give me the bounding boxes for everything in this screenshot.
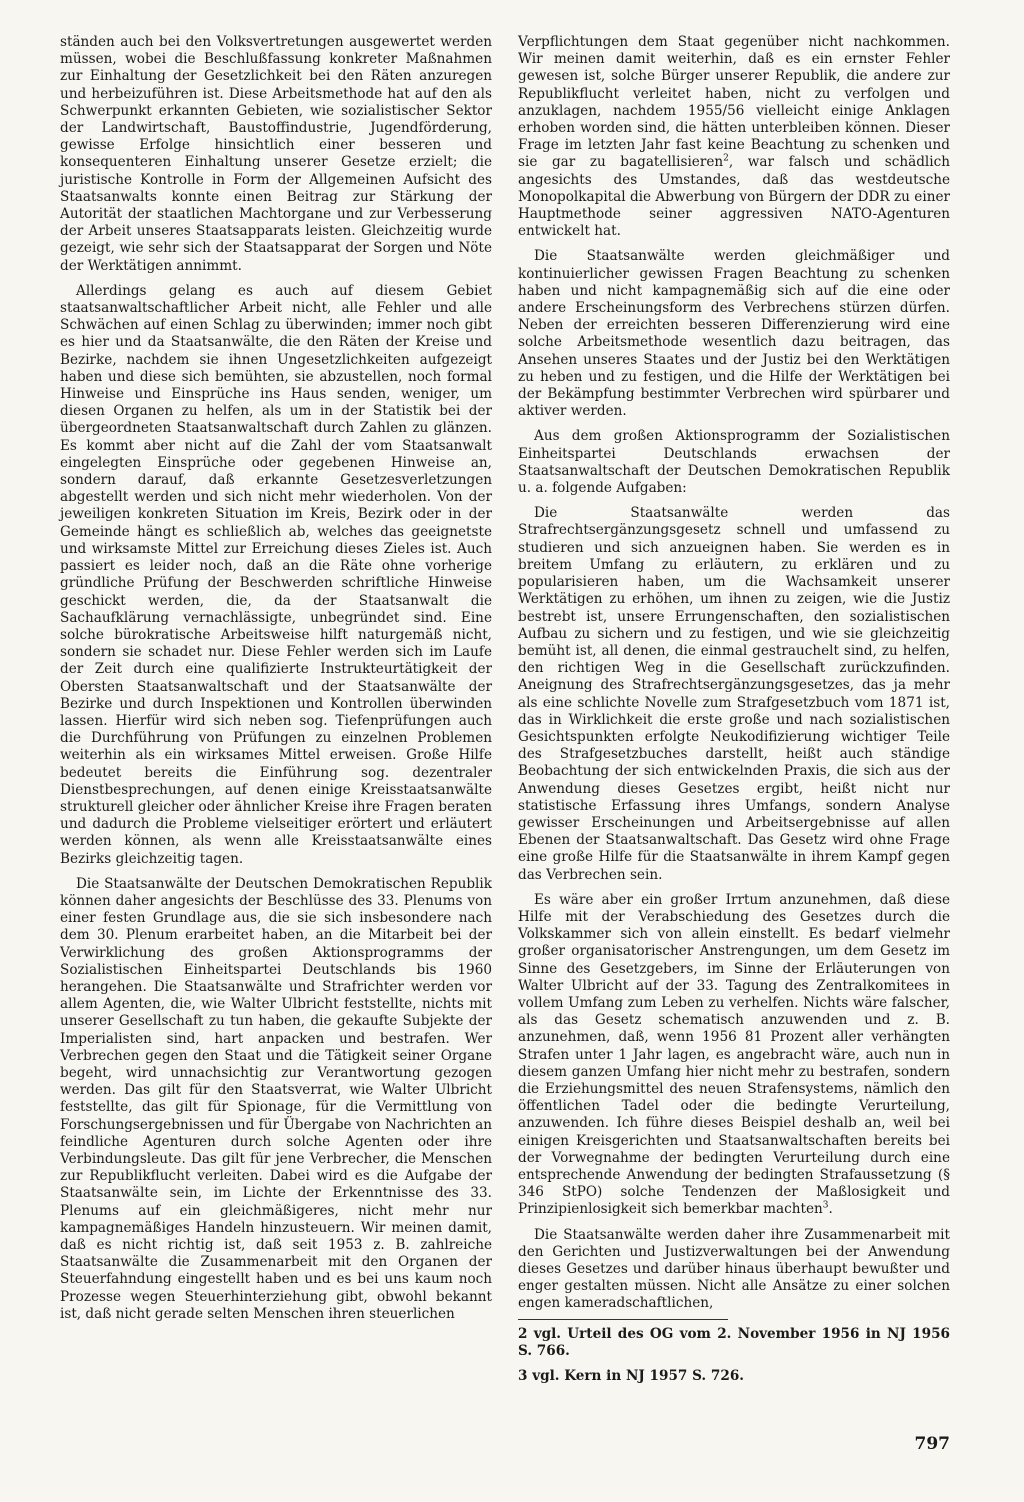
footnote-3: 3 vgl. Kern in NJ 1957 S. 726.: [518, 1368, 745, 1385]
document-page: [60, 34, 950, 1474]
footnote-divider: [518, 1319, 728, 1320]
right-paragraph-5-text-a: Es wäre aber ein großer Irrtum anzunehmen, daß diese Hilfe mit der Verabschiedung des Gesetzes durch die Volkskammer sich von allein einstellt. Es bedarf vielmehr großer organisatorischer Anstrengungen, um dem Gesetz im Sinne des Gesetzgebers, im Sinne der Erläuterungen von Walter Ulbricht auf der 33. Tagung des Zentralkomitees in vollem Umfang zum Leben zu verhelfen. Nichts wäre falscher, als das Gesetz schematisch anzuwenden und z. B. anzunehmen, daß, wenn 1956 81 Prozent aller verhängten Strafen unter 1 Jahr lagen, es angebracht wäre, auch nun in diesem ganzen Umfang hier nicht mehr zu bestrafen, sondern die Erziehungsmittel des neuen Strafensystems, nämlich den öffentlichen Tadel oder die bedingte Verurteilung, anzuwenden. Ich führe dieses Beispiel deshalb an, weil bei einigen Kreisgerichten und Staatsanwaltschaften bereits bei der Vorwegnahme der bedingten Verurteilung durch eine entsprechende Anwendung der bedingten Strafaussetzung (§ 346 StPO) solche Tendenzen der Maßlosigkeit und Prinzipienlosigkeit sich bemerkbar machten: [518, 891, 950, 1218]
right-paragraph-5: [518, 892, 950, 1219]
right-paragraph-6: Die Staatsanwälte werden daher ihre Zusammenarbeit mit den Gerichten und Justizverwaltungen bei der Anwendung dieses Gesetzes und darüber hinaus überhaupt bewußter und enger gestalten müssen. Nicht alle Ansätze zu einer solchen engen kameradschaftlichen,: [518, 1226, 950, 1312]
footnote-2: 2 vgl. Urteil des OG vom 2. November 1956 in NJ 1956 S. 766.: [518, 1325, 950, 1359]
left-paragraph-2: Allerdings gelang es auch auf diesem Gebiet staatsanwaltschaftlicher Arbeit nicht, alle Fehler und alle Schwächen auf einen Schlag zu überwinden; immer noch gibt es hier und da Staatsanwälte, die den Räten der Kreise und Bezirke, nachdem sie ihnen Ungesetzlichkeiten aufgezeigt haben und diese sich bemühten, sie abzustellen, noch formal Hinweise und Einsprüche ins Haus senden, weniger, um diesen Organen zu helfen, als um in der Statistik bei der übergeordneten Staatsanwaltschaft durch Zahlen zu glänzen. Es kommt aber nicht auf die Zahl der vom Staatsanwalt eingelegten Einsprüche oder gegebenen Hinweise an, sondern darauf, daß erkannte Gesetzesverletzungen abgestellt werden und sich nicht mehr wiederholen. Von der jeweiligen konkreten Situation im Kreis, Bezirk oder in der Gemeinde hängt es schließlich ab, welches das geeignetste und wirksamste Mittel zur Erreichung dieses Zieles ist. Auch passiert es leider noch, daß an die Räte ohne vorherige gründliche Prüfung der Beschwerden schriftliche Hinweise geschickt werden, die, da der Staatsanwalt die Sachaufklärung vernachlässigte, unbegründet sind. Eine solche bürokratische Arbeitsweise hilft naturgemäß nicht, sondern sie schadet nur. Diese Fehler werden sich im Laufe der Zeit durch eine qualifizierte Instrukteurtätigkeit der Obersten Staatsanwaltschaft und der Staatsanwälte der Bezirke und durch Inspektionen und Kontrollen überwinden lassen. Hierfür wird sich neben sog. Tiefenprüfungen auch die Durchführung von Prüfungen zu einzelnen Problemen weiterhin als ein wirksames Mittel erweisen. Große Hilfe bedeutet bereits die Einführung sog. dezentraler Dienstbesprechungen, auf denen einige Kreisstaatsanwälte strukturell gleicher oder ähnlicher Kreise ihre Fragen beraten und dadurch die Probleme vielseitiger erörtert und erläutert werden können, als wenn alle Kreisstaatsanwälte eines Bezirks gleichzeitig tagen.: [60, 282, 492, 867]
right-paragraph-2: Die Staatsanwälte werden gleichmäßiger und kontinuierlicher gewissen Fragen Beachtung zu schenken haben und nicht kampagnemäßig sich auf die eine oder andere Erscheinungsform des Verbrechens stürzen dürfen. Neben der erreichten besseren Differenzierung wird eine solche Arbeitsmethode wesentlich dazu beitragen, das Ansehen unseres Staates und der Justiz bei den Werktätigen zu heben und zu festigen, und die Hilfe der Werktätigen bei der Bekämpfung bestimmter Verbrechen wird spürbarer und aktiver werden.: [518, 248, 950, 420]
footnote-ref-2: 2: [723, 153, 729, 164]
right-paragraph-1-text-a: Verpflichtungen dem Staat gegenüber nicht nachkommen. Wir meinen damit weiterhin, daß es ein ernster Fehler gewesen ist, solche Bürger unserer Republik, die andere zur Republikflucht verleitet haben, nicht zu verfolgen und anzuklagen, nachdem 1955/56 vielleicht einige Anklagen erhoben worden sind, die hätten unterbleiben können. Dieser Frage im letzten Jahr fast keine Beachtung zu schenken und sie gar zu bagatellisieren: [518, 34, 950, 171]
right-column: [518, 34, 950, 1393]
right-paragraph-1: [518, 34, 950, 240]
left-paragraph-3: Die Staatsanwälte der Deutschen Demokratischen Republik können daher angesichts der Beschlüsse des 33. Plenums von einer festen Grundlage aus, die sie sich insbesondere nach dem 30. Plenum erarbeitet haben, an die Mitarbeit bei der Verwirklichung des großen Aktionsprogramms der Sozialistischen Einheitspartei Deutschlands bis 1960 herangehen. Die Staatsanwälte und Strafrichter werden vor allem Agenten, die, wie Walter Ulbricht feststellte, nichts mit unserer Gesellschaft zu tun haben, die gekaufte Subjekte der Imperialisten sind, hart anpacken und bestrafen. Wer Verbrechen gegen den Staat und die Tätigkeit seiner Organe begeht, wird unnachsichtig zur Verantwortung gezogen werden. Das gilt für den Staatsverrat, wie Walter Ulbricht feststellte, das gilt für Spionage, für die Vermittlung von Forschungsergebnissen und für Übergabe von Nachrichten an feindliche Agenturen durch solche Agenten oder ihre Verbindungsleute. Das gilt für jene Verbrecher, die Menschen zur Republikflucht verleiten. Dabei wird es die Aufgabe der Staatsanwälte sein, im Lichte der Erkenntnisse des 33. Plenums auf ein gleichmäßigeres, nicht mehr nur kampagnemäßiges Handeln hinzusteuern. Wir meinen damit, daß es nicht richtig ist, daß seit 1953 z. B. zahlreiche Staatsanwälte die Zusammenarbeit mit den Organen der Steuerfahndung eingestellt haben und es bei uns kaum noch Prozesse wegen Steuerhinterziehung gibt, obwohl bekannt ist, daß nicht gerade selten Menschen ihren steuerlichen: [60, 875, 492, 1322]
text-columns: [60, 34, 950, 1393]
right-paragraph-5-text-b: .: [828, 1201, 833, 1218]
page-number: 797: [914, 1434, 950, 1454]
footnote-ref-3: 3: [822, 1200, 829, 1211]
left-column: [60, 34, 492, 1329]
left-paragraph-1: ständen auch bei den Volksvertretungen ausgewertet werden müssen, wobei die Beschlußfassung konkreter Maßnahmen zur Einhaltung der Gesetzlichkeit bei den Räten anzuregen und herbeizuführen ist. Diese Arbeitsmethode hat auf den als Schwerpunkt erkannten Gebieten, wie sozialistischer Sektor der Landwirtschaft, Baustoffindustrie, Jugendförderung, gewisse Erfolge hinsichtlich einer besseren und konsequenteren Einhaltung unserer Gesetze erzielt; die juristische Kontrolle in Form der Allgemeinen Aufsicht des Staatsanwalts konnte einen Beitrag zur Stärkung der Autorität der staatlichen Machtorgane und zur Verbesserung der Arbeit unseres Staatsapparats leisten. Gleichzeitig wurde gezeigt, wie sehr sich der Staatsapparat der Sorgen und Nöte der Werktätigen annimmt.: [60, 34, 492, 274]
right-paragraph-4: Die Staatsanwälte werden das Strafrechtsergänzungsgesetz schnell und umfassend zu studieren und sich anzueignen haben. Sie werden es in breitem Umfang zu erläutern, zu erklären und zu popularisieren haben, um die Wachsamkeit unserer Werktätigen zu erhöhen, um ihnen zu zeigen, wie die Justiz bestrebt ist, unsere Errungenschaften, den sozialistischen Aufbau zu sichern und zu festigen, und wie sie gleichzeitig bemüht ist, all denen, die einmal gestrauchelt sind, zu helfen, den richtigen Weg in die Gesellschaft zurückzufinden. Aneignung des Strafrechtsergänzungsgesetzes, das ja mehr als eine schlichte Novelle zum Strafgesetzbuch vom 1871 ist, das in Wirklichkeit die erste große und nach sozialistischen Gesichtspunkten erfolgte Neukodifizierung wichtiger Teile des Strafgesetzbuches darstellt, heißt auch ständige Beobachtung der sich entwickelnden Praxis, die sich aus der Anwendung dieses Gesetzes ergibt, heißt nicht nur statistische Erfassung ihres Umfangs, sondern Analyse gewisser Erscheinungen und Arbeitsergebnisse auf allen Ebenen der Staatsanwaltschaft. Das Gesetz wird ohne Frage eine große Hilfe für die Staatsanwälte in ihrem Kampf gegen das Verbrechen sein.: [518, 505, 950, 883]
right-paragraph-3: Aus dem großen Aktionsprogramm der Sozialistischen Einheitspartei Deutschlands erwachsen der Staatsanwaltschaft der Deutschen Demokratischen Republik u. a. folgende Aufgaben:: [518, 428, 950, 497]
right-paragraph-1-text-b: , war falsch und schädlich angesichts des Umstandes, daß das westdeutsche Monopolkapital die Abwerbung von Bürgern der DDR zu einer Hauptmethode seiner aggressiven NATO-Agenturen entwickelt hat.: [518, 154, 950, 240]
